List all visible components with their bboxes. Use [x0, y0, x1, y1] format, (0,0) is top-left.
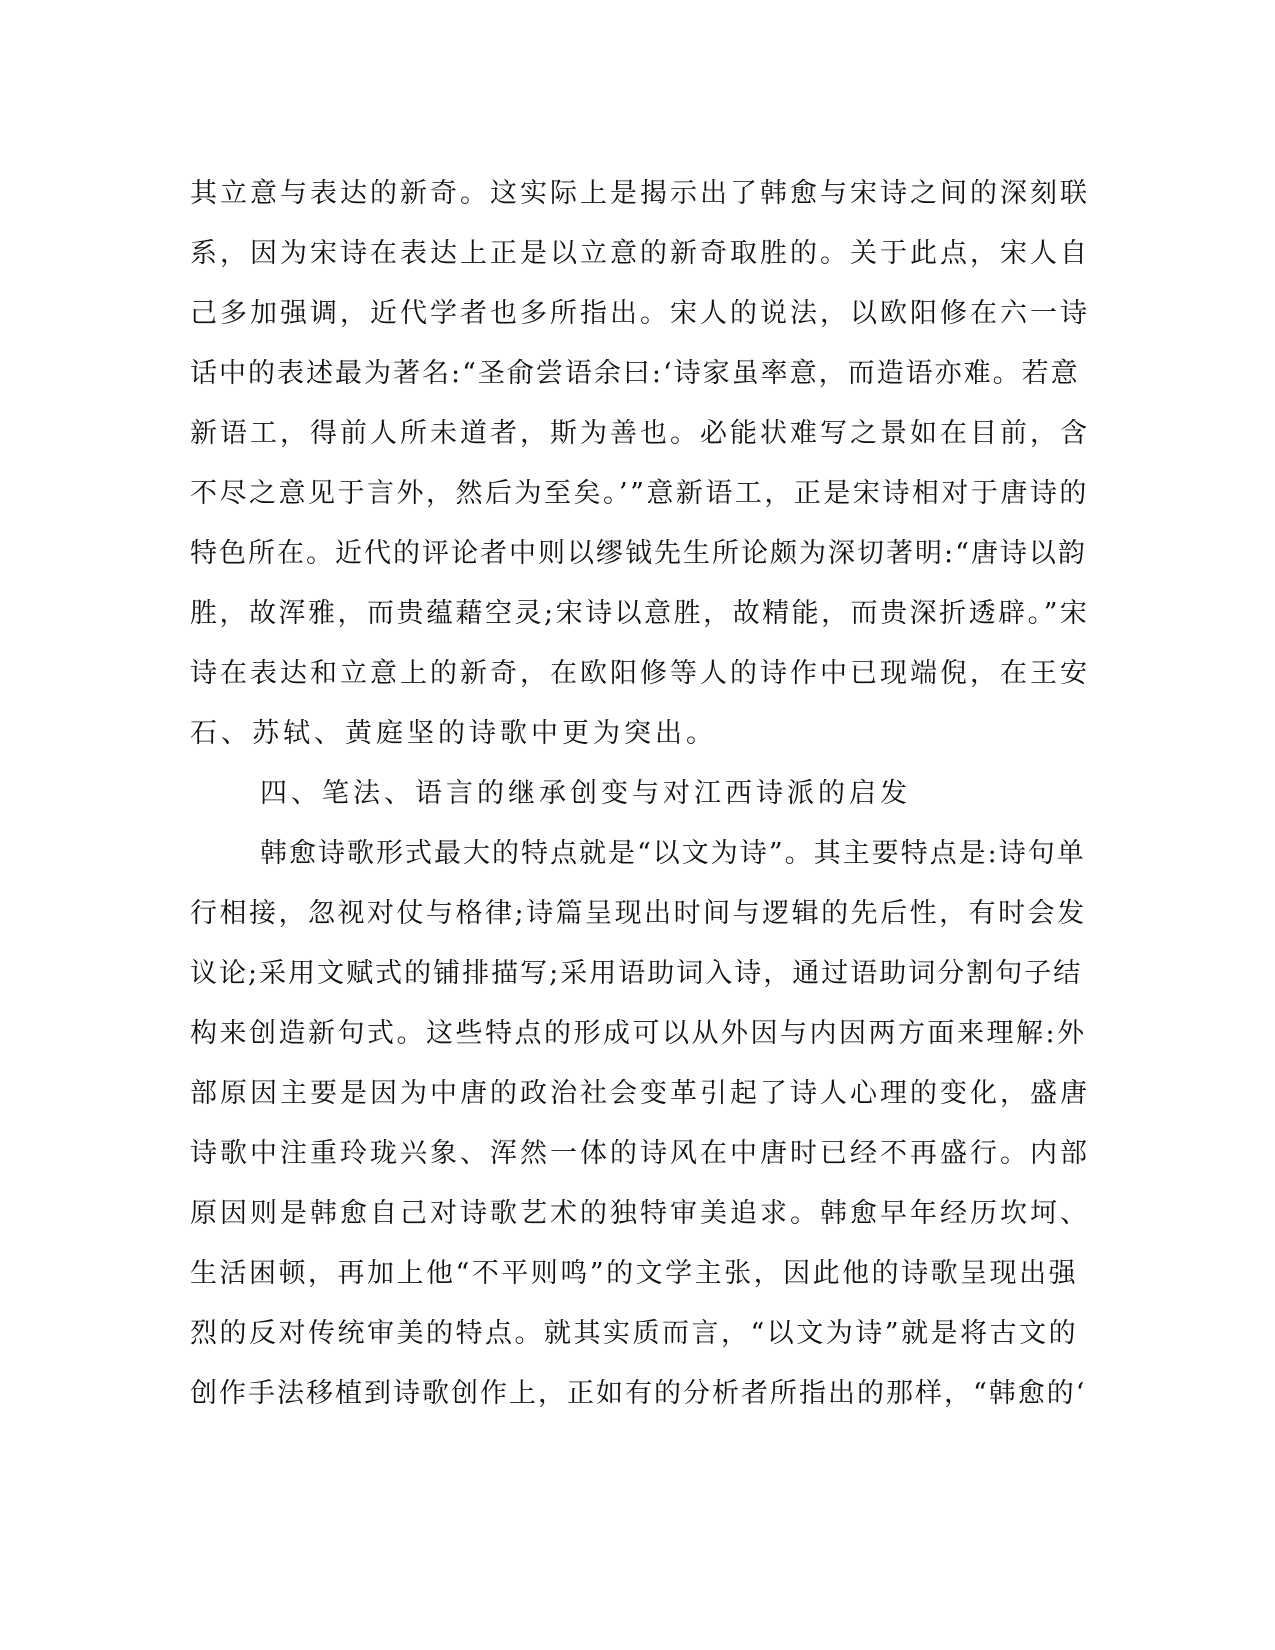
text-line: 石、苏轼、黄庭坚的诗歌中更为突出。	[190, 718, 717, 749]
body-text	[190, 164, 1090, 1424]
text-line: 行相接，忽视对仗与格律;诗篇呈现出时间与逻辑的先后性，有时会发	[190, 898, 1087, 929]
section-heading: 四、笔法、语言的继承创变与对江西诗派的启发	[260, 778, 911, 809]
text-line: 烈的反对传统审美的特点。就其实质而言，“以文为诗”就是将古文的	[190, 1318, 1079, 1349]
text-line: 构来创造新句式。这些特点的形成可以从外因与内因两方面来理解:外	[190, 1018, 1087, 1049]
text-line: 韩愈诗歌形式最大的特点就是“以文为诗”。其主要特点是:诗句单	[260, 838, 1086, 869]
text-line: 议论;采用文赋式的铺排描写;采用语助词入诗，通过语助词分割句子结	[190, 958, 1083, 989]
text-line: 胜，故浑雅，而贵蕴藉空灵;宋诗以意胜，故精能，而贵深折透辟。”宋	[190, 598, 1090, 629]
text-line: 新语工，得前人所未道者，斯为善也。必能状难写之景如在目前，含	[190, 418, 1090, 449]
text-line: 特色所在。近代的评论者中则以缪钺先生所论颇为深切著明:“唐诗以韵	[190, 538, 1087, 569]
text-line: 原因则是韩愈自己对诗歌艺术的独特审美追求。韩愈早年经历坎坷、	[190, 1198, 1090, 1229]
text-line: 创作手法移植到诗歌创作上，正如有的分析者所指出的那样，“韩愈的‘	[190, 1378, 1087, 1409]
text-line: 己多加强调，近代学者也多所指出。宋人的说法，以欧阳修在六一诗	[190, 298, 1090, 329]
text-line: 话中的表述最为著名:“圣俞尝语余曰:‘诗家虽率意，而造语亦难。若意	[190, 358, 1080, 389]
text-line: 部原因主要是因为中唐的政治社会变革引起了诗人心理的变化，盛唐	[190, 1078, 1090, 1109]
text-line: 诗在表达和立意上的新奇，在欧阳修等人的诗作中已现端倪，在王安	[190, 658, 1090, 689]
text-line: 诗歌中注重玲珑兴象、浑然一体的诗风在中唐时已经不再盛行。内部	[190, 1138, 1090, 1169]
text-line: 其立意与表达的新奇。这实际上是揭示出了韩愈与宋诗之间的深刻联	[190, 178, 1090, 209]
text-line: 不尽之意见于言外，然后为至矣。’”意新语工，正是宋诗相对于唐诗的	[190, 478, 1089, 509]
text-line: 系，因为宋诗在表达上正是以立意的新奇取胜的。关于此点，宋人自	[190, 238, 1090, 269]
text-line: 生活困顿，再加上他“不平则鸣”的文学主张，因此他的诗歌呈现出强	[190, 1258, 1079, 1289]
